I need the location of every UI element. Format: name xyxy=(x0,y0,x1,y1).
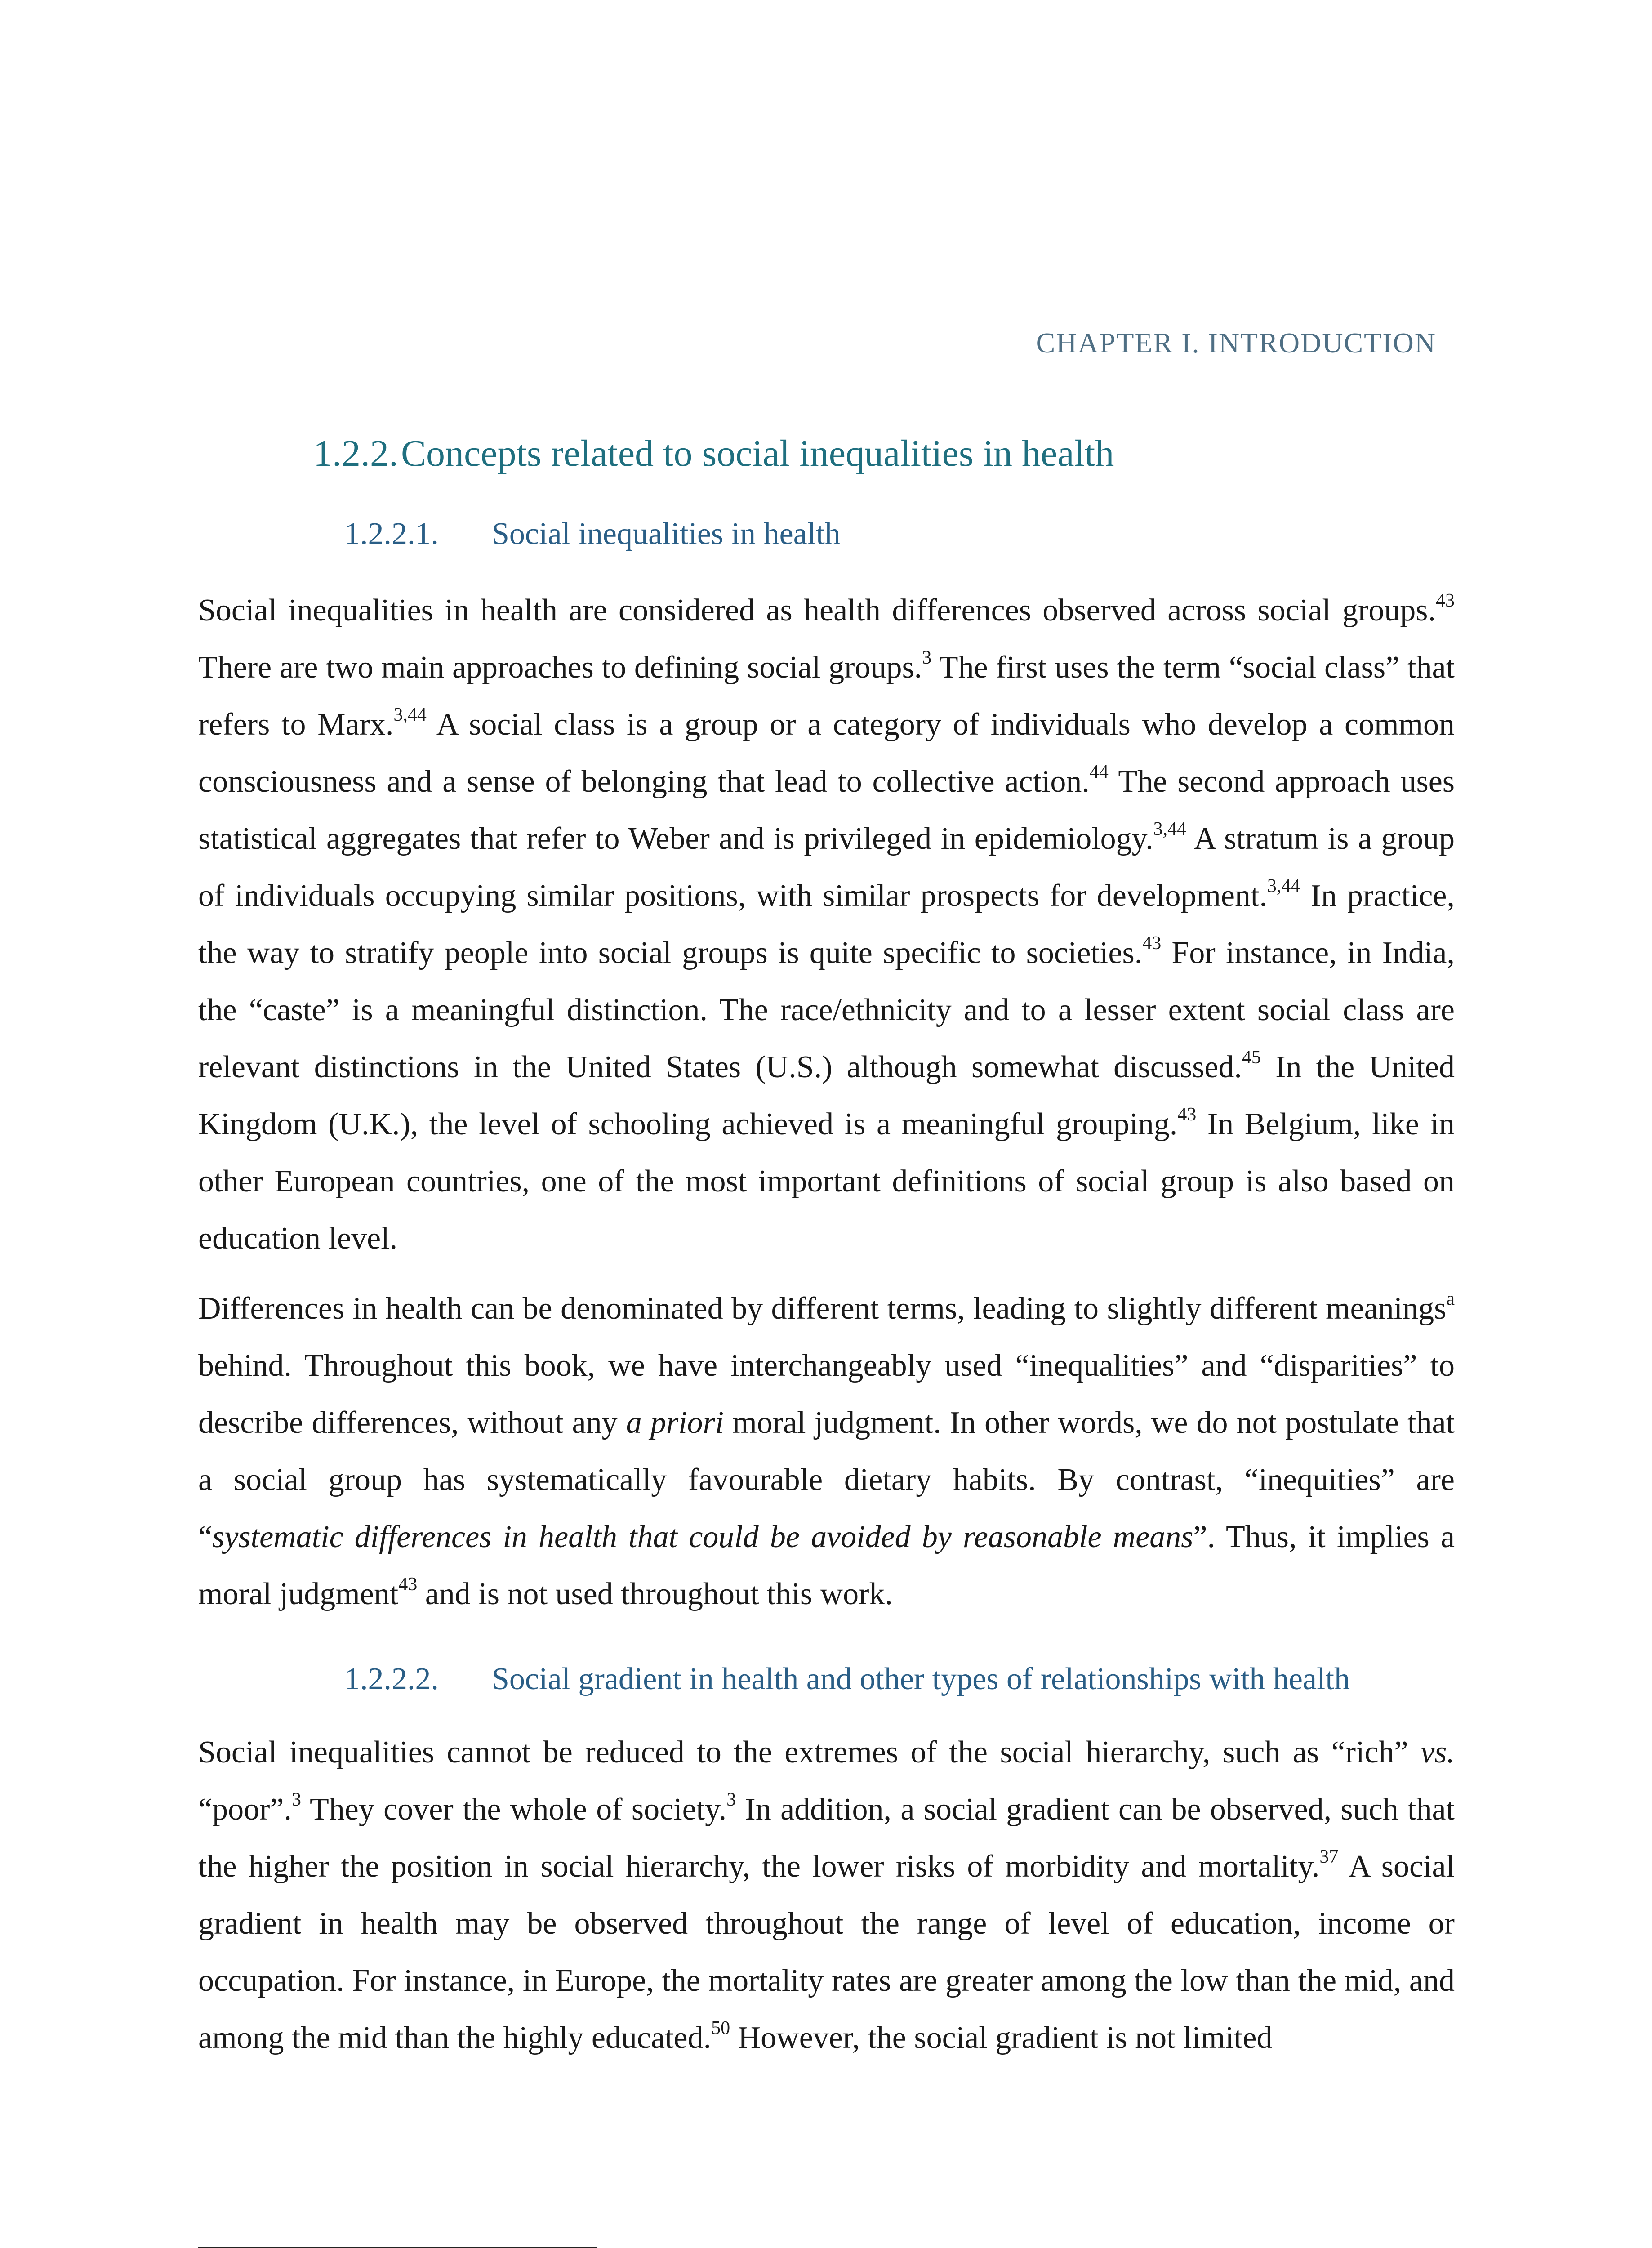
footnote-marker: a xyxy=(1446,1289,1455,1310)
italic-text: a priori xyxy=(626,1405,724,1440)
text-run: The second approach uses statistical aggregates that refer to Weber and is privileged in epidemiology. xyxy=(198,764,1455,856)
text-run: Social inequalities in health are considered as health differences observed across social groups. xyxy=(198,593,1436,628)
text-run: There are two main approaches to defining social groups. xyxy=(198,650,922,685)
text-run: behind. Throughout this book, we have interchangeably used “inequalities” and “disparities” to describe differences, without any xyxy=(198,1348,1455,1440)
text-run: A social gradient in health may be observed throughout the range of level of education, income or occupation. For instance, in Europe, the mortality rates are greater among the low than the mid, and among the mid than the highly educated. xyxy=(198,1849,1455,2055)
text-run: They cover the whole of society. xyxy=(301,1792,727,1827)
text-run: “poor”. xyxy=(198,1792,292,1827)
text-run: and is not used throughout this work. xyxy=(417,1577,893,1611)
citation: 43 xyxy=(1142,933,1162,954)
italic-text: vs. xyxy=(1420,1735,1455,1770)
citation: 43 xyxy=(398,1574,418,1595)
text-run: ”. Thus, it implies a moral judgment xyxy=(198,1520,1455,1611)
italic-quote: systematic differences in health that could be avoided by reasonable means xyxy=(212,1520,1193,1554)
subsection-number: 1.2.2.2. xyxy=(344,1662,439,1696)
citation: 37 xyxy=(1319,1847,1339,1868)
citation: 3,44 xyxy=(393,705,427,726)
paragraph-social-inequalities xyxy=(198,582,1455,1267)
section-heading xyxy=(313,432,1114,475)
citation: 3,44 xyxy=(1153,819,1187,840)
citation: 3,44 xyxy=(1267,876,1300,897)
citation: 45 xyxy=(1242,1047,1261,1068)
running-header: CHAPTER I. INTRODUCTION xyxy=(1036,327,1436,359)
citation: 44 xyxy=(1089,762,1109,783)
subsection-heading-1 xyxy=(344,516,841,552)
subsection-title: Social inequalities in health xyxy=(492,517,841,551)
paragraph-social-gradient xyxy=(198,1724,1455,2066)
text-run: In Belgium, like in other European countries, one of the most important definitions of social group is also based on education level. xyxy=(198,1107,1455,1256)
text-run: In practice, the way to stratify people into social groups is quite specific to societies. xyxy=(198,879,1455,970)
paragraph-terminology xyxy=(198,1280,1455,1623)
citation: 50 xyxy=(711,2018,730,2039)
text-run: In the United Kingdom (U.K.), the level of schooling achieved is a meaningful grouping. xyxy=(198,1050,1455,1142)
text-run: Differences in health can be denominated by different terms, leading to slightly different meanings xyxy=(198,1291,1447,1326)
text-run: However, the social gradient is not limited xyxy=(730,2021,1273,2055)
citation: 3 xyxy=(291,1789,301,1811)
text-run: In addition, a social gradient can be observed, such that the higher the position in social hierarchy, the lower risks of morbidity and mortality. xyxy=(198,1792,1455,1884)
text-run: A stratum is a group of individuals occupying similar positions, with similar prospects for development. xyxy=(198,821,1455,913)
text-run: The first uses the term “social class” that refers to Marx. xyxy=(198,650,1455,742)
subsection-heading-2 xyxy=(344,1661,1350,1697)
citation: 43 xyxy=(1436,590,1455,611)
text-run: For instance, in India, the “caste” is a meaningful distinction. The race/ethnicity and to a lesser extent social class are relevant distinctions in the United States (U.S.) although somewhat discussed. xyxy=(198,936,1455,1084)
section-number: 1.2.2. xyxy=(313,433,398,474)
text-run: moral judgment. In other words, we do not postulate that a social group has systematically favourable dietary habits. By contrast, “inequities” are “ xyxy=(198,1405,1455,1554)
subsection-title: Social gradient in health and other types of relationships with health xyxy=(492,1662,1350,1696)
citation: 43 xyxy=(1177,1104,1197,1125)
citation: 3 xyxy=(726,1789,736,1811)
text-run: A social class is a group or a category of individuals who develop a common consciousness and a sense of belonging that lead to collective action. xyxy=(198,707,1455,799)
text-run: Social inequalities cannot be reduced to the extremes of the social hierarchy, such as “rich” xyxy=(198,1735,1421,1770)
citation: 3 xyxy=(922,647,932,669)
section-title: Concepts related to social inequalities in health xyxy=(401,433,1114,474)
subsection-number: 1.2.2.1. xyxy=(344,517,439,551)
